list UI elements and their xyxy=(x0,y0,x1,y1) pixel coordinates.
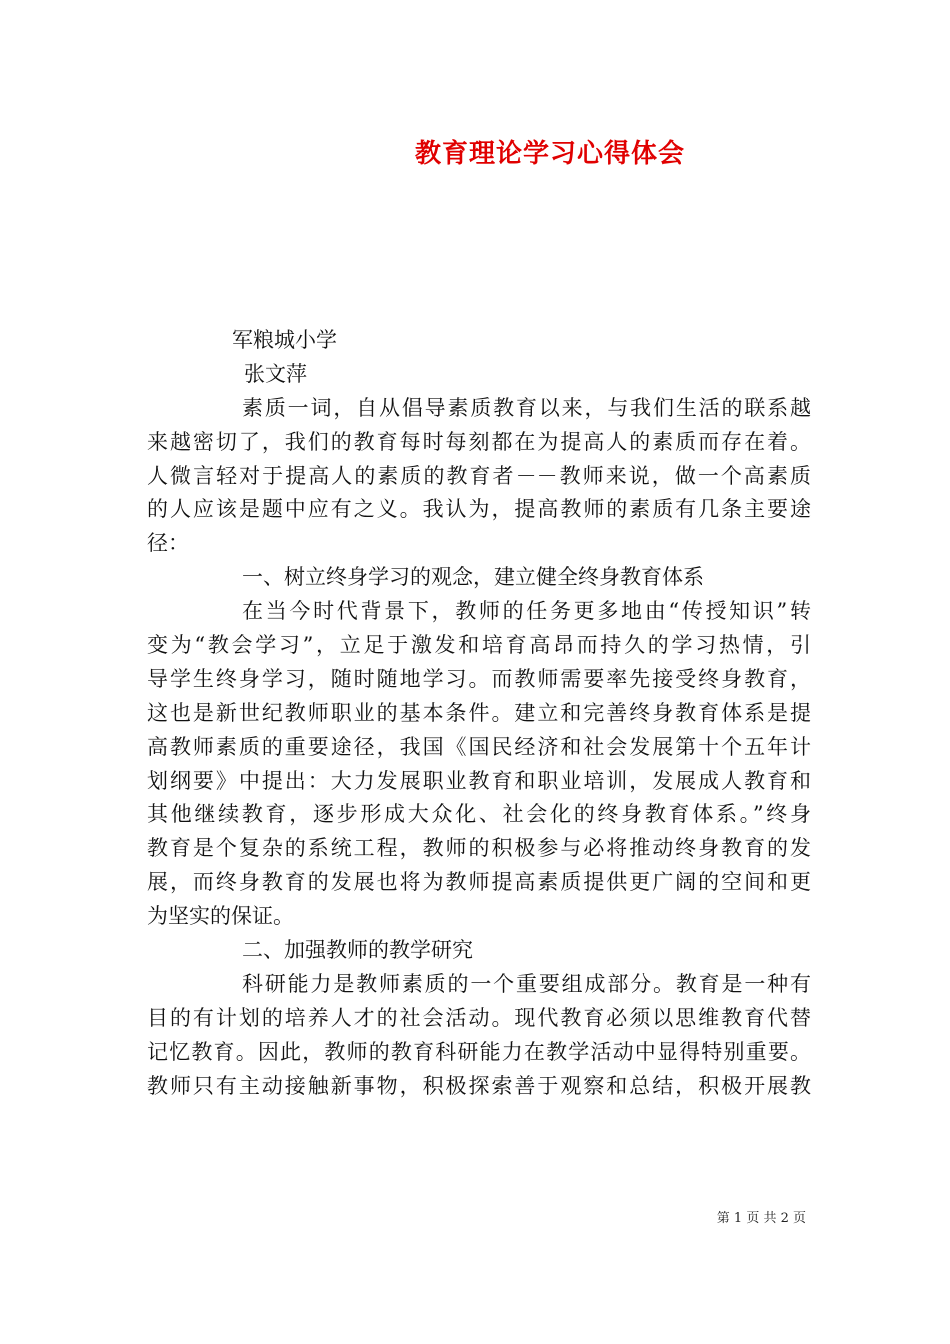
author-name xyxy=(147,358,811,392)
text-line: 科研能力是教师素质的一个重要组成部分。教育是一种有 xyxy=(242,971,811,996)
text-line: 其他继续教育，逐步形成大众化、社会化的终身教育体系。”终身 xyxy=(147,802,811,827)
text-line: 导学生终身学习，随时随地学习。而教师需要率先接受终身教育， xyxy=(147,666,811,691)
author-name-text: 张文萍 xyxy=(244,361,307,386)
text-line: 展，而终身教育的发展也将为教师提高素质提供更广阔的空间和更 xyxy=(147,870,811,895)
text-line: 这也是新世纪教师职业的基本条件。建立和完善终身教育体系是提 xyxy=(147,700,811,725)
text-line: 变为“教会学习”，立足于激发和培育高昂而持久的学习热情，引 xyxy=(147,633,811,658)
school-name-text: 军粮城小学 xyxy=(232,328,337,352)
page-footer: 第 1 页 共 2 页 xyxy=(716,1211,806,1226)
document-title: 教育理论学习心得体会 xyxy=(414,139,685,169)
text-line: 目的有计划的培养人才的社会活动。现代教育必须以思维教育代替 xyxy=(147,1005,811,1030)
text-line: 素质一词，自从倡导素质教育以来，与我们生活的联系越 xyxy=(242,395,811,420)
document-body xyxy=(147,324,811,1103)
text-line: 径： xyxy=(147,531,189,556)
text-line: 教师只有主动接触新事物，积极探索善于观察和总结，积极开展教 xyxy=(147,1073,811,1098)
text-line: 记忆教育。因此，教师的教育科研能力在教学活动中显得特别重要。 xyxy=(147,1039,811,1064)
text-line: 来越密切了，我们的教育每时每刻都在为提高人的素质而存在着。 xyxy=(147,429,811,454)
school-name xyxy=(147,324,811,358)
text-line: 划纲要》中提出：大力发展职业教育和职业培训，发展成人教育和 xyxy=(147,768,811,793)
paragraph-lines xyxy=(147,392,811,1104)
text-line: 高教师素质的重要途径，我国《国民经济和社会发展第十个五年计 xyxy=(147,734,811,759)
text-line: 二、加强教师的教学研究 xyxy=(242,938,473,963)
text-line: 的人应该是题中应有之义。我认为，提高教师的素质有几条主要途 xyxy=(147,497,811,522)
text-line: 人微言轻对于提高人的素质的教育者－－教师来说，做一个高素质 xyxy=(147,463,811,488)
text-line: 一、树立终身学习的观念，建立健全终身教育体系 xyxy=(242,565,704,590)
text-line: 为坚实的保证。 xyxy=(147,904,294,929)
text-line: 教育是个复杂的系统工程，教师的积极参与必将推动终身教育的发 xyxy=(147,836,811,861)
text-line: 在当今时代背景下，教师的任务更多地由“传授知识”转 xyxy=(242,599,811,624)
